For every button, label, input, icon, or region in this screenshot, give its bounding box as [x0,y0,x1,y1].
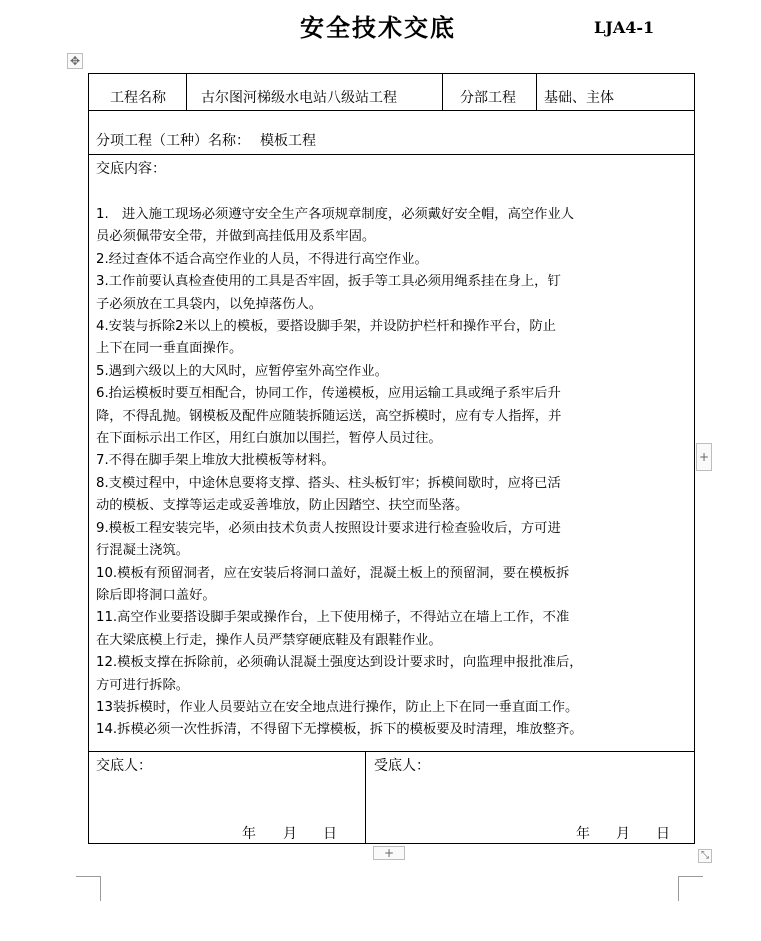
disclosure-form-table [88,73,695,844]
giver-date-month: 月 [283,826,297,842]
content-line: 在下面标示出工作区，用红白旗加以围拦，暂停人员过往。 [96,431,442,447]
column-divider [365,751,366,844]
receiver-date-day: 日 [656,826,670,842]
receiver-date-year: 年 [576,826,590,842]
add-column-button[interactable]: + [696,443,712,471]
content-line: 员必须佩带安全带，并做到高挂低用及系牢固。 [96,229,376,245]
content-line: 6.抬运模板时要互相配合，协同工作，传递模板，应用运输工具或绳子系牢后升 [96,386,561,402]
disclosure-content[interactable] [96,204,689,742]
row-divider [89,110,694,111]
content-line: 降，不得乱抛。钢模板及配件应随装拆随运送，高空拆模时，应有专人指挥，并 [96,408,562,424]
content-line: 14.拆模必须一次性拆清，不得留下无撑模板，拆下的模板要及时清理，堆放整齐。 [96,722,583,738]
sub-item-label [96,130,316,150]
table-resize-icon[interactable]: ⤡ [698,849,712,863]
sub-item-label-text: 分项工程（工种）名称： [96,133,250,149]
document-title: 安全技术交底 [300,13,456,42]
document-code: LJA4-1 [594,18,655,37]
project-name-value[interactable]: 古尔图河梯级水电站八级站工程 [201,90,397,106]
receiver-label: 受底人： [374,758,430,774]
content-line: 13装拆模时，作业人员要站立在安全地点进行操作，防止上下在同一垂直面工作。 [96,699,579,715]
column-divider [442,74,443,110]
content-line: 3.工作前要认真检查使用的工具是否牢固，扳手等工具必须用绳系挂在身上，钉 [96,274,561,290]
row-divider [89,154,694,155]
content-line: 11.高空作业要搭设脚手架或操作台，上下使用梯子，不得站立在墙上工作，不准 [96,610,570,626]
project-name-label: 工程名称 [110,90,166,106]
content-line: 除后即将洞口盖好。 [96,587,216,603]
content-line: 4.安装与拆除2米以上的模板，要搭设脚手架，并设防护栏杆和操作平台，防止 [96,319,556,335]
giver-date-day: 日 [323,826,337,842]
content-label: 交底内容： [96,161,166,177]
content-line: 在大梁底模上行走，操作人员严禁穿硬底鞋及有跟鞋作业。 [96,632,442,648]
page-corner-mark [76,876,101,901]
content-line: 行混凝土浇筑。 [96,543,190,559]
column-divider [536,74,537,110]
content-line: 动的模板、支撑等运走或妥善堆放，防止因踏空、扶空而坠落。 [96,498,469,514]
giver-label: 交底人： [96,758,152,774]
content-line: 2.经过查体不适合高空作业的人员，不得进行高空作业。 [96,251,428,267]
page-corner-mark [678,876,703,901]
content-line: 9.模板工程安装完毕，必须由技术负责人按照设计要求进行检查验收后，方可进 [96,520,561,536]
division-label: 分部工程 [460,90,516,106]
content-line: 7.不得在脚手架上堆放大批模板等材料。 [96,453,335,469]
table-move-handle-icon[interactable]: ✥ [67,53,83,69]
add-row-button[interactable]: + [373,846,405,860]
sub-item-value[interactable]: 模板工程 [260,133,316,149]
division-value[interactable]: 基础、主体 [544,90,614,106]
receiver-date-month: 月 [616,826,630,842]
content-line: 12.模板支撑在拆除前，必须确认混凝土强度达到设计要求时，向监理申报批准后， [96,655,583,671]
content-line: 上下在同一垂直面操作。 [96,341,243,357]
content-line: 1. 进入施工现场必须遵守安全生产各项规章制度，必须戴好安全帽，高空作业人 [96,207,575,222]
column-divider [186,74,187,110]
row-divider [89,751,694,752]
giver-date-year: 年 [242,826,256,842]
content-line: 5.遇到六级以上的大风时，应暂停室外高空作业。 [96,363,388,379]
content-line: 方可进行拆除。 [96,677,190,693]
content-line: 10.模板有预留洞者，应在安装后将洞口盖好，混凝土板上的预留洞，要在模板拆 [96,565,570,581]
content-line: 8.支模过程中，中途休息要将支撑、搭头、柱头板钉牢；拆模间歇时，应将已活 [96,475,561,491]
content-line: 子必须放在工具袋内，以免掉落伤人。 [96,296,323,312]
